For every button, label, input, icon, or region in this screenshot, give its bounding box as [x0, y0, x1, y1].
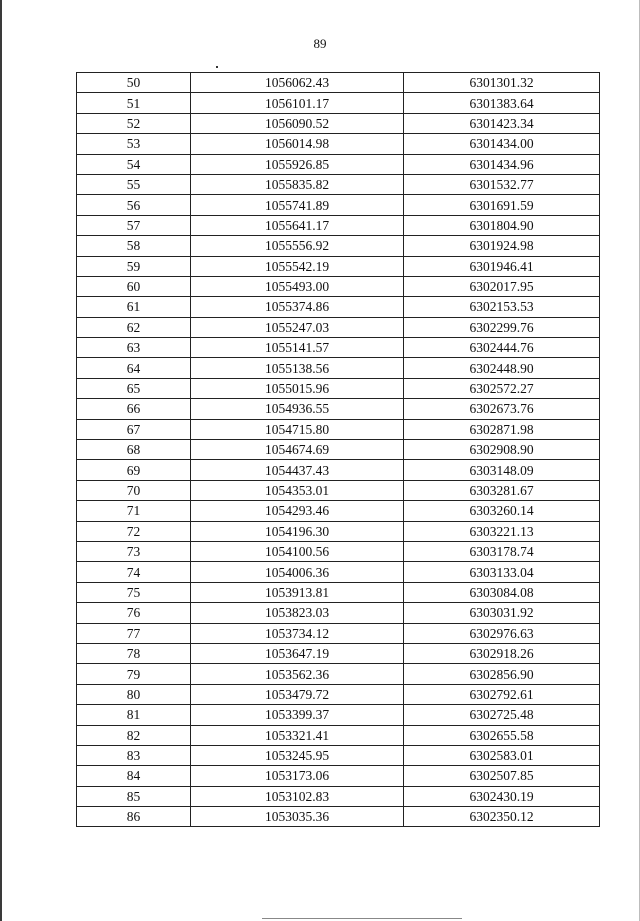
point-number-cell: 77: [77, 623, 191, 643]
point-number-cell: 73: [77, 541, 191, 561]
x-coordinate-cell: 1055374.86: [191, 297, 404, 317]
table-row: [77, 705, 600, 725]
x-coordinate-cell: 1053734.12: [191, 623, 404, 643]
table-row: [77, 460, 600, 480]
y-coordinate-cell: 6303148.09: [404, 460, 600, 480]
point-number-cell: 62: [77, 317, 191, 337]
y-coordinate-cell: 6302153.53: [404, 297, 600, 317]
x-coordinate-cell: 1053245.95: [191, 745, 404, 765]
x-coordinate-cell: 1053102.83: [191, 786, 404, 806]
y-coordinate-cell: 6302017.95: [404, 276, 600, 296]
x-coordinate-cell: 1056014.98: [191, 134, 404, 154]
y-coordinate-cell: 6302792.61: [404, 684, 600, 704]
y-coordinate-cell: 6301691.59: [404, 195, 600, 215]
table-row: [77, 643, 600, 663]
table-row: [77, 154, 600, 174]
x-coordinate-cell: 1056062.43: [191, 73, 404, 93]
x-coordinate-cell: 1053913.81: [191, 582, 404, 602]
table-row: [77, 623, 600, 643]
y-coordinate-cell: 6302507.85: [404, 766, 600, 786]
point-number-cell: 69: [77, 460, 191, 480]
point-number-cell: 83: [77, 745, 191, 765]
y-coordinate-cell: 6302871.98: [404, 419, 600, 439]
table-row: [77, 276, 600, 296]
point-number-cell: 58: [77, 236, 191, 256]
x-coordinate-cell: 1055493.00: [191, 276, 404, 296]
x-coordinate-cell: 1054437.43: [191, 460, 404, 480]
y-coordinate-cell: 6302673.76: [404, 399, 600, 419]
point-number-cell: 52: [77, 113, 191, 133]
table-row: [77, 134, 600, 154]
point-number-cell: 57: [77, 215, 191, 235]
table-row: [77, 93, 600, 113]
point-number-cell: 78: [77, 643, 191, 663]
y-coordinate-cell: 6301804.90: [404, 215, 600, 235]
table-row: [77, 236, 600, 256]
point-number-cell: 76: [77, 603, 191, 623]
scan-edge-left: [0, 0, 2, 921]
table-row: [77, 440, 600, 460]
point-number-cell: 61: [77, 297, 191, 317]
y-coordinate-cell: 6303221.13: [404, 521, 600, 541]
point-number-cell: 74: [77, 562, 191, 582]
y-coordinate-cell: 6302856.90: [404, 664, 600, 684]
table-row: [77, 521, 600, 541]
y-coordinate-cell: 6301946.41: [404, 256, 600, 276]
x-coordinate-cell: 1055247.03: [191, 317, 404, 337]
y-coordinate-cell: 6302350.12: [404, 807, 600, 827]
x-coordinate-cell: 1054674.69: [191, 440, 404, 460]
x-coordinate-cell: 1053562.36: [191, 664, 404, 684]
point-number-cell: 67: [77, 419, 191, 439]
y-coordinate-cell: 6302299.76: [404, 317, 600, 337]
x-coordinate-cell: 1053823.03: [191, 603, 404, 623]
table-row: [77, 297, 600, 317]
point-number-cell: 75: [77, 582, 191, 602]
table-row: [77, 725, 600, 745]
x-coordinate-cell: 1055926.85: [191, 154, 404, 174]
y-coordinate-cell: 6303084.08: [404, 582, 600, 602]
point-number-cell: 56: [77, 195, 191, 215]
point-number-cell: 59: [77, 256, 191, 276]
x-coordinate-cell: 1054100.56: [191, 541, 404, 561]
coordinates-table: [76, 72, 600, 827]
table-row: [77, 562, 600, 582]
y-coordinate-cell: 6302444.76: [404, 338, 600, 358]
y-coordinate-cell: 6303133.04: [404, 562, 600, 582]
table-row: [77, 215, 600, 235]
y-coordinate-cell: 6301434.00: [404, 134, 600, 154]
x-coordinate-cell: 1053035.36: [191, 807, 404, 827]
table-row: [77, 358, 600, 378]
y-coordinate-cell: 6302908.90: [404, 440, 600, 460]
x-coordinate-cell: 1053479.72: [191, 684, 404, 704]
x-coordinate-cell: 1053321.41: [191, 725, 404, 745]
y-coordinate-cell: 6301423.34: [404, 113, 600, 133]
point-number-cell: 70: [77, 480, 191, 500]
point-number-cell: 82: [77, 725, 191, 745]
y-coordinate-cell: 6302976.63: [404, 623, 600, 643]
table-row: [77, 73, 600, 93]
x-coordinate-cell: 1053647.19: [191, 643, 404, 663]
y-coordinate-cell: 6302430.19: [404, 786, 600, 806]
x-coordinate-cell: 1054196.30: [191, 521, 404, 541]
footer-rule: [262, 918, 462, 919]
table-row: [77, 480, 600, 500]
y-coordinate-cell: 6301301.32: [404, 73, 600, 93]
point-number-cell: 60: [77, 276, 191, 296]
point-number-cell: 86: [77, 807, 191, 827]
x-coordinate-cell: 1055641.17: [191, 215, 404, 235]
point-number-cell: 65: [77, 378, 191, 398]
table-row: [77, 745, 600, 765]
point-number-cell: 84: [77, 766, 191, 786]
page-number: 89: [313, 36, 327, 51]
point-number-cell: 72: [77, 521, 191, 541]
x-coordinate-cell: 1055138.56: [191, 358, 404, 378]
point-number-cell: 55: [77, 174, 191, 194]
x-coordinate-cell: 1055015.96: [191, 378, 404, 398]
table-row: [77, 684, 600, 704]
point-number-cell: 63: [77, 338, 191, 358]
x-coordinate-cell: 1054715.80: [191, 419, 404, 439]
x-coordinate-cell: 1055542.19: [191, 256, 404, 276]
table-row: [77, 113, 600, 133]
y-coordinate-cell: 6303031.92: [404, 603, 600, 623]
table-row: [77, 501, 600, 521]
x-coordinate-cell: 1055556.92: [191, 236, 404, 256]
point-number-cell: 71: [77, 501, 191, 521]
point-number-cell: 64: [77, 358, 191, 378]
point-number-cell: 81: [77, 705, 191, 725]
y-coordinate-cell: 6301383.64: [404, 93, 600, 113]
table-row: [77, 317, 600, 337]
y-coordinate-cell: 6302583.01: [404, 745, 600, 765]
table-row: [77, 378, 600, 398]
table-row: [77, 174, 600, 194]
table-row: [77, 786, 600, 806]
point-number-cell: 79: [77, 664, 191, 684]
scan-speck: [216, 66, 218, 68]
point-number-cell: 54: [77, 154, 191, 174]
x-coordinate-cell: 1053399.37: [191, 705, 404, 725]
point-number-cell: 80: [77, 684, 191, 704]
x-coordinate-cell: 1053173.06: [191, 766, 404, 786]
coordinates-table-body: [77, 73, 600, 827]
x-coordinate-cell: 1056090.52: [191, 113, 404, 133]
y-coordinate-cell: 6301924.98: [404, 236, 600, 256]
y-coordinate-cell: 6301434.96: [404, 154, 600, 174]
x-coordinate-cell: 1055741.89: [191, 195, 404, 215]
table-row: [77, 419, 600, 439]
x-coordinate-cell: 1054353.01: [191, 480, 404, 500]
table-row: [77, 664, 600, 684]
point-number-cell: 50: [77, 73, 191, 93]
table-row: [77, 582, 600, 602]
y-coordinate-cell: 6302448.90: [404, 358, 600, 378]
table-row: [77, 399, 600, 419]
x-coordinate-cell: 1054293.46: [191, 501, 404, 521]
point-number-cell: 68: [77, 440, 191, 460]
x-coordinate-cell: 1054936.55: [191, 399, 404, 419]
y-coordinate-cell: 6302572.27: [404, 378, 600, 398]
table-row: [77, 541, 600, 561]
x-coordinate-cell: 1055835.82: [191, 174, 404, 194]
x-coordinate-cell: 1055141.57: [191, 338, 404, 358]
y-coordinate-cell: 6302655.58: [404, 725, 600, 745]
y-coordinate-cell: 6303178.74: [404, 541, 600, 561]
point-number-cell: 51: [77, 93, 191, 113]
y-coordinate-cell: 6302918.26: [404, 643, 600, 663]
x-coordinate-cell: 1056101.17: [191, 93, 404, 113]
table-row: [77, 195, 600, 215]
y-coordinate-cell: 6301532.77: [404, 174, 600, 194]
point-number-cell: 53: [77, 134, 191, 154]
table-row: [77, 807, 600, 827]
y-coordinate-cell: 6303260.14: [404, 501, 600, 521]
point-number-cell: 85: [77, 786, 191, 806]
y-coordinate-cell: 6302725.48: [404, 705, 600, 725]
x-coordinate-cell: 1054006.36: [191, 562, 404, 582]
table-row: [77, 256, 600, 276]
y-coordinate-cell: 6303281.67: [404, 480, 600, 500]
table-row: [77, 603, 600, 623]
table-row: [77, 766, 600, 786]
point-number-cell: 66: [77, 399, 191, 419]
table-row: [77, 338, 600, 358]
